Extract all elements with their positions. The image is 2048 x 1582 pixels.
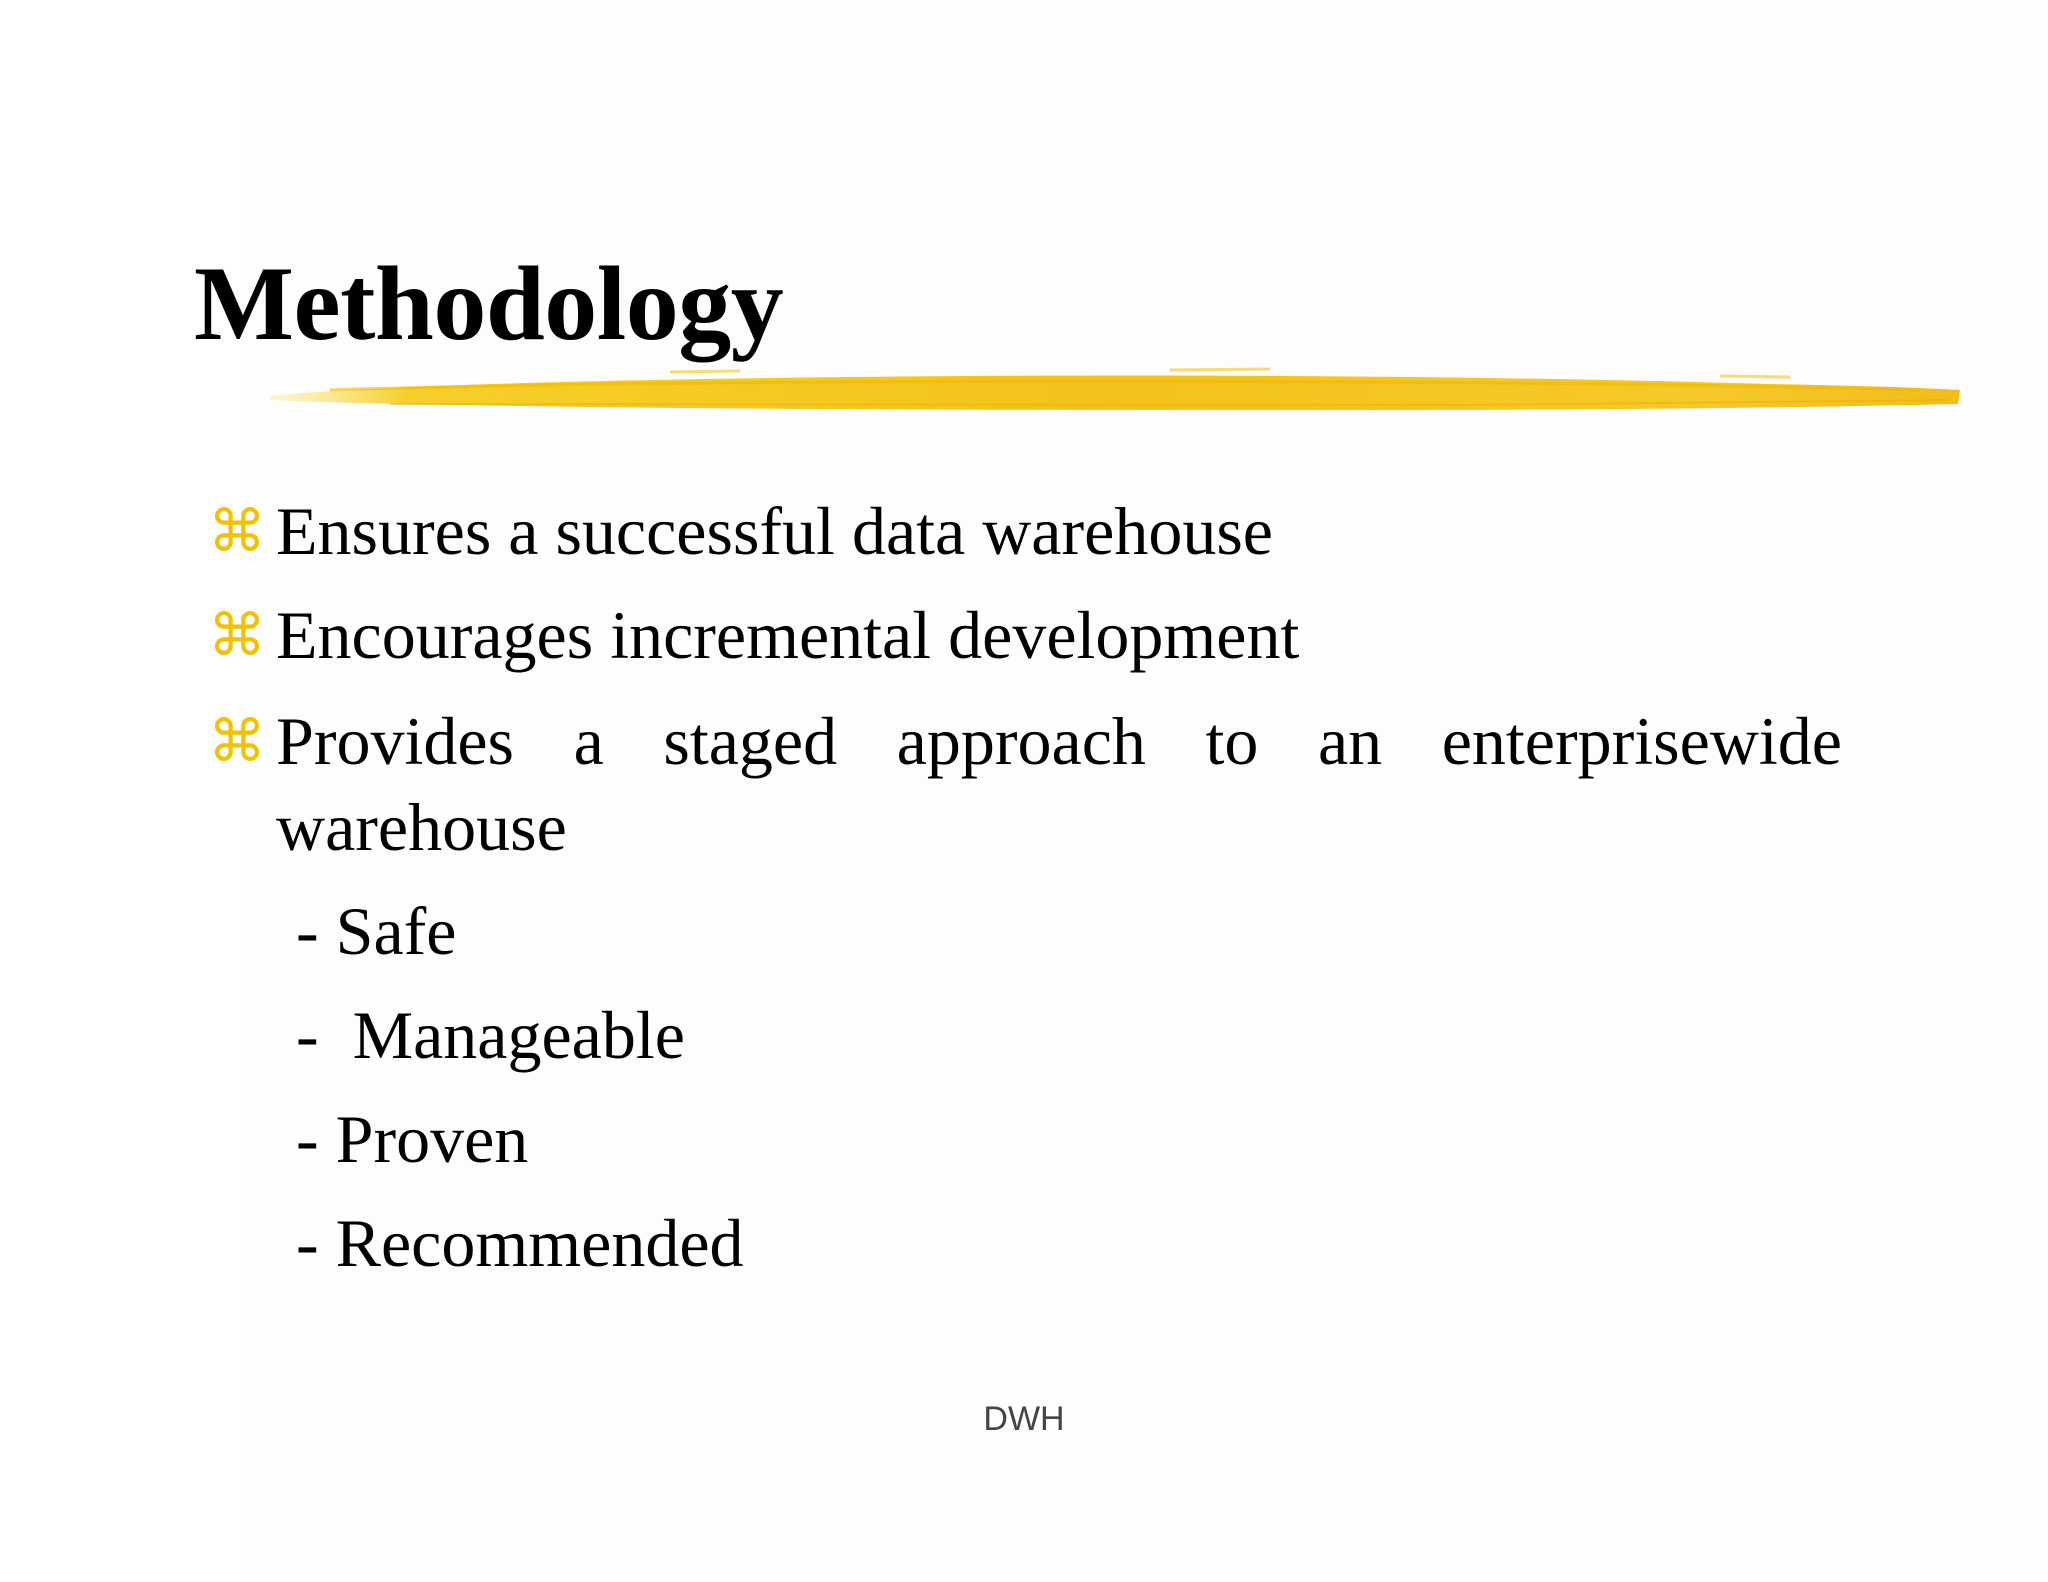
title-underline-brushstroke xyxy=(270,360,1960,430)
sub-item: - Safe xyxy=(296,893,457,969)
slide-title: Methodology xyxy=(194,245,784,362)
bullet-text: Encourages incremental development xyxy=(276,597,1300,673)
slide-footer: DWH xyxy=(983,1400,1065,1438)
command-icon: ⌘ xyxy=(208,601,266,669)
command-icon: ⌘ xyxy=(208,497,266,565)
bullet-text: Ensures a successful data warehouse xyxy=(276,493,1273,569)
sub-item: - Proven xyxy=(296,1101,529,1177)
sub-item: - Manageable xyxy=(296,997,685,1073)
sub-item: - Recommended xyxy=(296,1205,744,1281)
bullet-text: Provides a staged approach to an enterprisewide warehouse xyxy=(276,703,1842,865)
command-icon: ⌘ xyxy=(208,707,266,775)
